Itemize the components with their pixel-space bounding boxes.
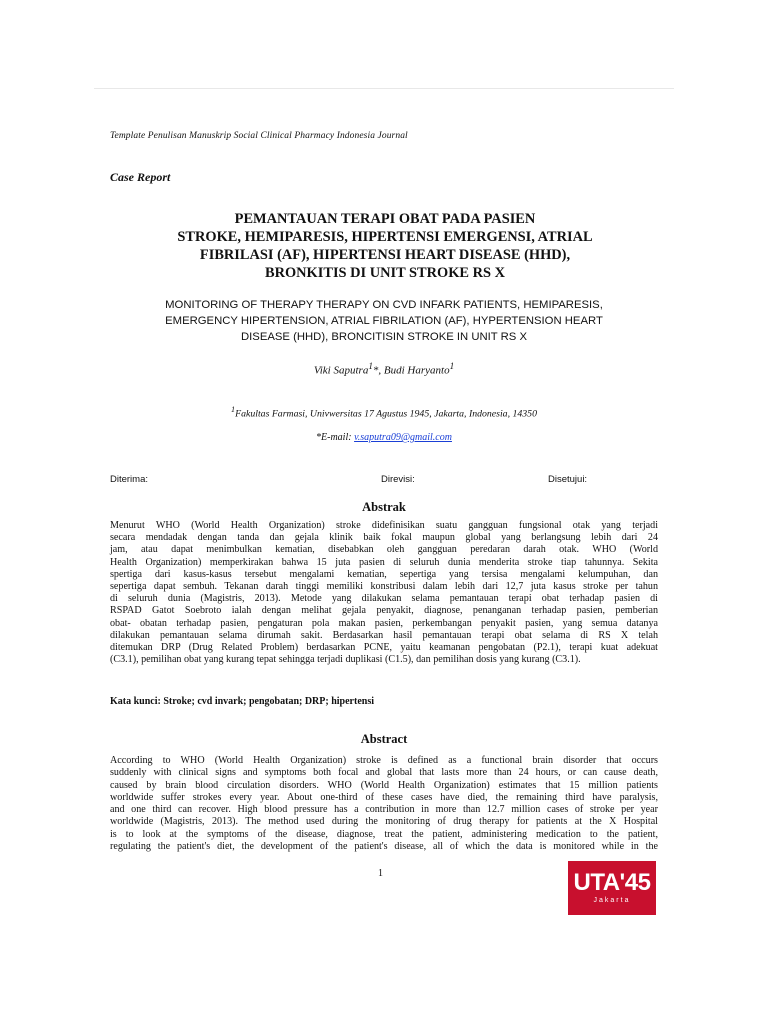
submission-dates [110, 474, 658, 488]
author-affiliation-mark: 1 [449, 361, 455, 371]
abstrak-line: jam, atau dapat menimbulkan kematian, disebabkan oleh gangguan peredaran darah otak. WHO (World [110, 544, 658, 556]
title-line: BRONKITIS DI UNIT STROKE RS X [264, 265, 506, 281]
journal-template-header: Template Penulisan Manuskrip Social Clinical Pharmacy Indonesia Journal [110, 131, 408, 141]
abstract-line: is to look at the symptoms of the disease, diagnose, treat the patient, administering medication to the patient, [110, 828, 658, 840]
logo-wordmark: UTA'45 [573, 869, 651, 896]
page-number: 1 [378, 868, 383, 879]
abstract-line: According to WHO (World Health Organization) stroke is defined as a functional brain disorder that occurs [110, 755, 658, 766]
abstract-line: suddenly with clinical signs and symptoms both focal and global that lasts more than 24 hours, or can cause death, [110, 767, 658, 779]
email-label: *E-mail: [316, 432, 355, 443]
received-label: Diterima: [110, 474, 149, 485]
abstrak-heading: Abstrak [362, 500, 406, 514]
title-line: FIBRILASI (AF), HIPERTENSI HEART DISEASE (HHD), [199, 247, 571, 263]
author-name: Viki Saputra [313, 364, 369, 377]
affiliation [110, 405, 658, 419]
title-line: STROKE, HEMIPARESIS, HIPERTENSI EMERGENSI, ATRIAL [177, 229, 593, 245]
title-english [110, 297, 658, 345]
title-en-line: DISEASE (HHD), BRONCITISIN STROKE IN UNIT RS X [240, 331, 527, 343]
abstract-line: caused by brain blood circulation disorders. WHO (World Health Organization) estimates that 15 million patients [110, 779, 658, 791]
abstrak-line: secara mendadak dengan tanda dan gejala klinik baik fokal maupun global yang berlangsung lebih dari 24 [110, 532, 658, 544]
correspondence-email [110, 432, 658, 443]
abstract-line: regulating the patient's diet, the development of the patient's disease, all of which the data is monitored while in the [110, 841, 658, 853]
title-en-line: EMERGENCY HIPERTENSION, ATRIAL FIBRILATION (AF), HYPERTENSION HEART [165, 315, 603, 327]
abstrak-line: ditemukan DRP (Drug Related Problem) berdasarkan PCNE, yaitu keamanan pengobatan (P2.1), terapi kuat adekuat [110, 642, 658, 654]
abstract-line: worldwide (Magistris, 2013). The method used during the monitoring of drug therapy for patients at the X Hospital [110, 816, 658, 828]
author-name: Budi Haryanto [383, 364, 450, 377]
top-divider [94, 88, 674, 89]
abstract-line: worldwide suffer strokes every year. About one-third of these cases have died, the remaining third have paralysis, [110, 791, 658, 803]
keywords: Kata kunci: Stroke; cvd invark; pengobatan; DRP; hipertensi [110, 696, 374, 707]
affiliation-number: 1 [231, 405, 236, 414]
abstract-heading: Abstract [360, 732, 408, 746]
title-en-line: MONITORING OF THERAPY THERAPY ON CVD INFARK PATIENTS, HEMIPARESIS, [165, 299, 603, 311]
abstrak-line: (C3.1), pemilihan obat yang kurang tepat sehingga terjadi duplikasi (C1.5), dan pemilihan dosis yang kurang (C3.1). [110, 654, 581, 666]
abstrak-line: di seluruh dunia (Magistris, 2013). Metode yang dilakukan selama pemantauan terapi obat terhadap pasien di [110, 593, 658, 605]
abstrak-line: RSPAD Gatot Soebroto ialah dengan melihat gejala penyakit, diagnose, penanganan terhadap pasien, pemberian [110, 605, 658, 617]
title-indonesian [120, 210, 650, 282]
article-type-label: Case Report [110, 170, 171, 184]
abstract-line: and one third can recover. High blood pressure has a contribution in more than 12.7 million cases of stroke per year [110, 804, 658, 816]
abstrak-body [110, 520, 658, 666]
accepted-label: Disetujui: [548, 474, 588, 485]
abstrak-line: dilakukan pemantauan selama dirumah sakit. Berdasarkan hasil pemantauan terapi obat selama di RS X telah [110, 629, 658, 641]
author-affiliation-mark: 1 [368, 361, 373, 371]
abstrak-line: obat- obatan terhadap pasien, pengaturan pola makan pasien, perkembangan penyakit pasien, yang semua datanya [110, 617, 658, 629]
abstract-body [110, 755, 658, 853]
email-link[interactable]: v.saputra09@gmail.com [354, 432, 452, 443]
revised-label: Direvisi: [381, 474, 415, 485]
affiliation-text: Fakultas Farmasi, Univwersitas 17 Agustus 1945, Jakarta, Indonesia, 14350 [235, 408, 537, 420]
author-list [110, 361, 658, 377]
corresponding-mark: *, [372, 364, 384, 377]
abstrak-line: Menurut WHO (World Health Organization) stroke didefinisikan suatu gangguan fungsional otak yang terjadi [110, 520, 658, 531]
university-logo [568, 861, 656, 915]
abstrak-line: spertiga dari kasus-kasus tersebut mengalami kematian, sepertiga yang tersisa mengalami kelumpuhan, dan [110, 568, 658, 580]
abstrak-line: sepertiga dapat sembuh. Tekanan darah tinggi memiliki konstribusi dalam lebih dari 12,7 juta kasus stroke per tahun [110, 581, 658, 593]
logo-city: Jakarta [593, 897, 631, 904]
abstrak-line: Health Organization) memperkirakan bahwa 15 juta pasien di seluruh dunia menderita stroke tiap tahunnya. Sekita [110, 556, 658, 568]
title-line: PEMANTAUAN TERAPI OBAT PADA PASIEN [234, 211, 536, 227]
